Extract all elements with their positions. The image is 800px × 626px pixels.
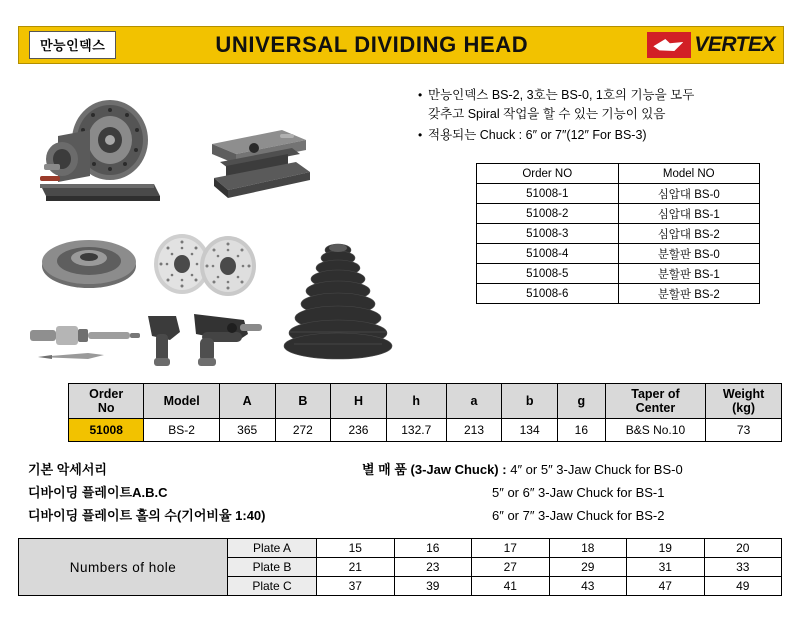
cell-a: 365: [219, 419, 275, 442]
column-header-h-upper: H: [331, 384, 387, 419]
cell-a-lower: 213: [446, 419, 502, 442]
column-header-h-lower: h: [386, 384, 446, 419]
bullet-line: 만능인덱스 BS-2, 3호는 BS-0, 1호의 기능을 모두: [428, 88, 695, 102]
cell-hole-count: 20: [704, 539, 782, 558]
cell-weight: 73: [706, 419, 782, 442]
column-header-g: g: [557, 384, 605, 419]
cell-model-no: 분할판 BS-0: [618, 244, 760, 264]
specification-table: [68, 383, 782, 442]
bullet-marker: •: [418, 128, 423, 142]
accessories-title: 기본 악세서리: [28, 462, 107, 477]
cell-b-lower: 134: [502, 419, 558, 442]
cell-hole-count: 41: [472, 577, 550, 596]
cell-hole-count: 19: [627, 539, 705, 558]
center-pointer-photo: [38, 348, 108, 364]
bullet-item: [418, 86, 778, 124]
cell-hole-count: 31: [627, 558, 705, 577]
arbor-photo: [30, 318, 140, 352]
column-header-b-lower: b: [502, 384, 558, 419]
accessories-line: 디바이딩 플레이트A.B.C: [28, 485, 168, 500]
cell-order-no: 51008-5: [477, 264, 619, 284]
column-header-order-no: Order No: [69, 384, 144, 419]
optional-accessories-item: 5″ or 6″ 3-Jaw Chuck for BS-1: [492, 485, 665, 500]
optional-accessories-title: 별 매 품 (3-Jaw Chuck) :: [362, 462, 507, 477]
cell-order-no: 51008-3: [477, 224, 619, 244]
table-row: [477, 204, 760, 224]
column-header-taper-of-center: Taper of Center: [605, 384, 706, 419]
order-number-table: [476, 163, 760, 304]
cell-hole-count: 43: [549, 577, 627, 596]
cell-hole-count: 18: [549, 539, 627, 558]
cell-order-no: 51008: [69, 419, 144, 442]
optional-accessories: [362, 458, 683, 527]
table-row: [477, 264, 760, 284]
cell-h-lower: 132.7: [386, 419, 446, 442]
column-header-model-no: Model NO: [618, 164, 760, 184]
cell-order-no: 51008-4: [477, 244, 619, 264]
page-title: UNIVERSAL DIVIDING HEAD: [215, 32, 529, 57]
plate-label-a: Plate A: [228, 539, 317, 558]
table-header-row: [477, 164, 760, 184]
cell-hole-count: 39: [394, 577, 472, 596]
table-header-row: [69, 384, 782, 419]
accessories-line: 디바이딩 플레이트 홀의 수(기어비율 1:40): [28, 508, 266, 523]
cell-model-no: 분할판 BS-2: [618, 284, 760, 304]
cell-hole-count: 23: [394, 558, 472, 577]
standard-accessories: [28, 458, 266, 527]
numbers-of-hole-label: Numbers of hole: [19, 539, 228, 596]
column-header-a-lower: a: [446, 384, 502, 419]
column-header-order-no: Order NO: [477, 164, 619, 184]
brand-logo: [647, 32, 775, 58]
cell-model-no: 심압대 BS-0: [618, 184, 760, 204]
header-category-tag: 만능인덱스: [29, 31, 116, 59]
brand-name: VERTEX: [694, 33, 775, 56]
cell-model-no: 심압대 BS-2: [618, 224, 760, 244]
optional-accessories-row: [362, 458, 683, 481]
cell-hole-count: 37: [317, 577, 395, 596]
cell-b: 272: [275, 419, 331, 442]
optional-accessories-item-row: [492, 481, 683, 504]
cell-hole-count: 15: [317, 539, 395, 558]
table-row: [477, 244, 760, 264]
cell-order-no: 51008-1: [477, 184, 619, 204]
cell-hole-count: 21: [317, 558, 395, 577]
bullet-item: [418, 126, 778, 145]
cell-hole-count: 29: [549, 558, 627, 577]
bullet-marker: •: [418, 88, 423, 102]
table-row: [19, 539, 782, 558]
feature-bullets: [418, 86, 778, 147]
table-row: [477, 284, 760, 304]
column-header-a: A: [219, 384, 275, 419]
column-header-b: B: [275, 384, 331, 419]
bullet-line: 적용되는 Chuck : 6″ or 7″(12″ For BS-3): [428, 128, 647, 142]
clamp-set-photo: [140, 310, 270, 370]
table-row: [477, 224, 760, 244]
optional-accessories-item-row: [492, 504, 683, 527]
cell-order-no: 51008-2: [477, 204, 619, 224]
cell-g: 16: [557, 419, 605, 442]
cell-model: BS-2: [144, 419, 219, 442]
vertex-bird-icon: [647, 32, 691, 58]
numbers-of-hole-table: [18, 538, 782, 596]
change-gears-stack-photo: [278, 240, 398, 360]
column-header-model: Model: [144, 384, 219, 419]
page-header: [18, 26, 784, 64]
cell-model-no: 심압대 BS-1: [618, 204, 760, 224]
cell-taper-of-center: B&S No.10: [605, 419, 706, 442]
table-row: [69, 419, 782, 442]
dividing-head-photo: [32, 96, 172, 204]
chuck-backplate-photo: [40, 232, 138, 294]
plate-label-b: Plate B: [228, 558, 317, 577]
cell-hole-count: 27: [472, 558, 550, 577]
cell-hole-count: 49: [704, 577, 782, 596]
bullet-line: 갖추고 Spiral 작업을 할 수 있는 기능이 있음: [428, 107, 666, 121]
column-header-weight: Weight (kg): [706, 384, 782, 419]
cell-hole-count: 17: [472, 539, 550, 558]
cell-hole-count: 16: [394, 539, 472, 558]
optional-accessories-item: 6″ or 7″ 3-Jaw Chuck for BS-2: [492, 508, 665, 523]
cell-hole-count: 47: [627, 577, 705, 596]
table-row: [477, 184, 760, 204]
cell-model-no: 분할판 BS-1: [618, 264, 760, 284]
cell-order-no: 51008-6: [477, 284, 619, 304]
cell-hole-count: 33: [704, 558, 782, 577]
optional-accessories-item: 4″ or 5″ 3-Jaw Chuck for BS-0: [510, 462, 683, 477]
cell-h-upper: 236: [331, 419, 387, 442]
tailstock-photo: [196, 120, 316, 204]
dividing-plates-photo: [148, 230, 268, 300]
plate-label-c: Plate C: [228, 577, 317, 596]
